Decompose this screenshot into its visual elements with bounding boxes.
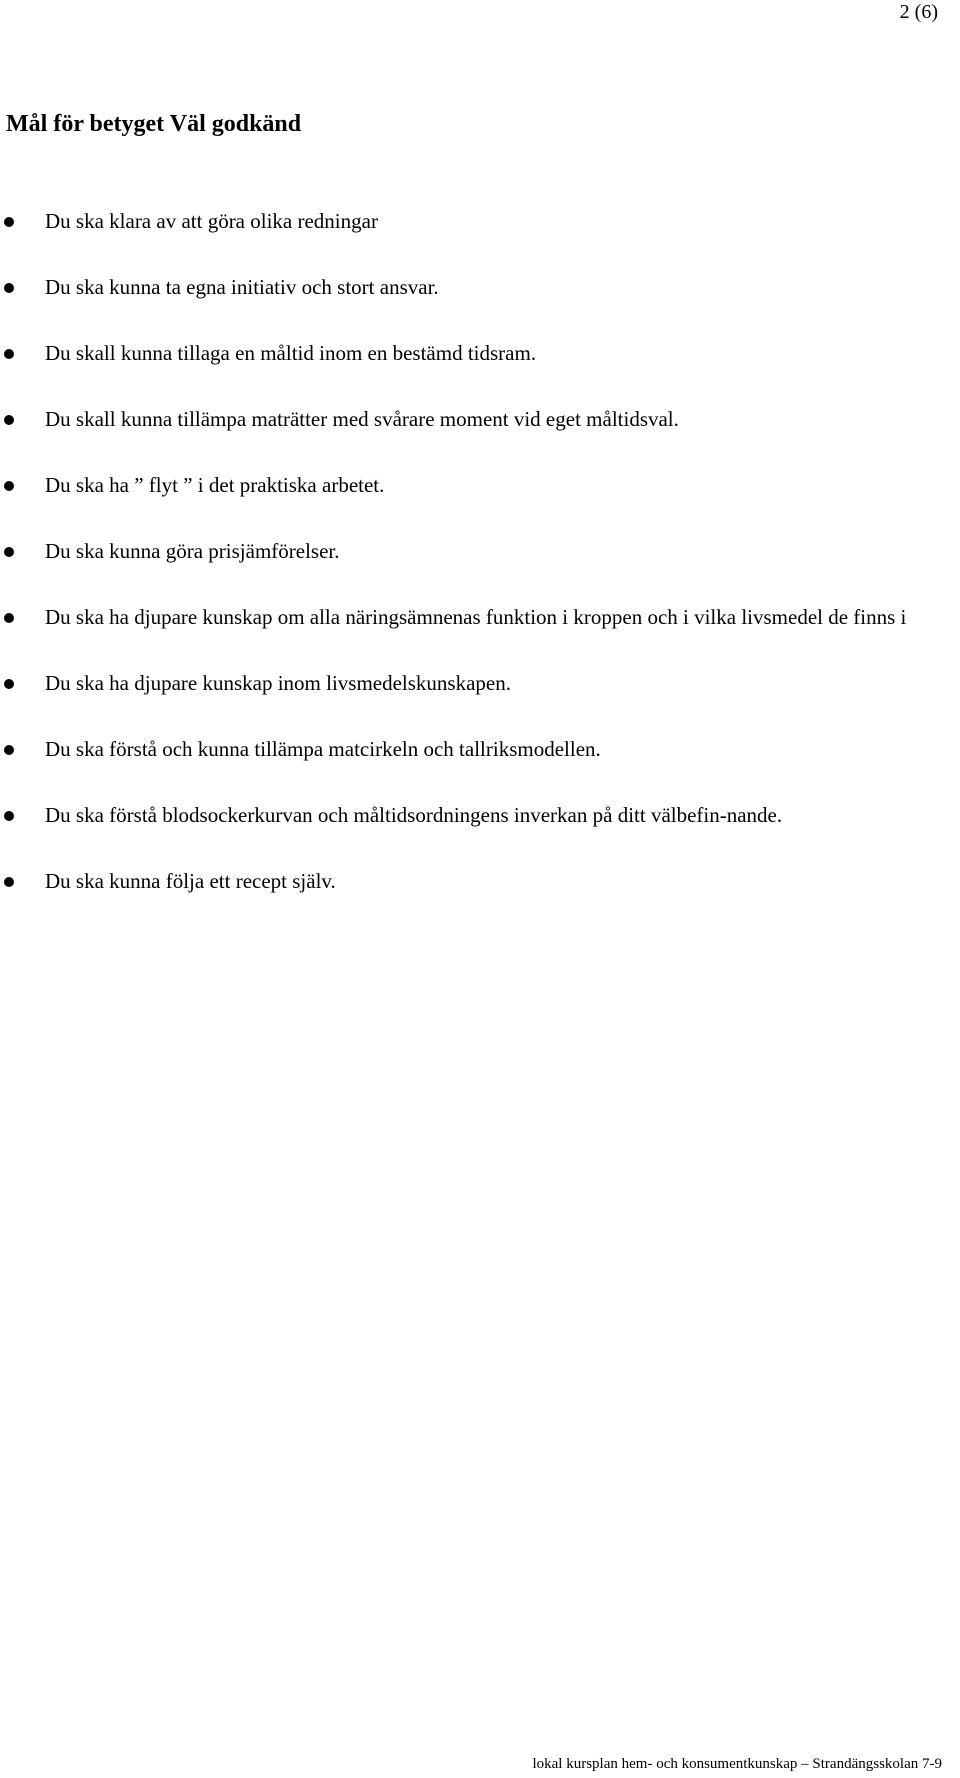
bullet-icon <box>4 745 14 755</box>
list-item <box>0 403 960 436</box>
page-number: 2 (6) <box>899 1 938 23</box>
bullet-icon <box>4 877 14 887</box>
goal-text: Du ska kunna göra prisjämförelser. <box>45 539 340 563</box>
list-item <box>0 337 960 370</box>
section-heading: Mål för betyget Väl godkänd <box>6 111 302 137</box>
list-item <box>0 205 960 238</box>
bullet-icon <box>4 283 14 293</box>
goal-text: Du skall kunna tillämpa maträtter med svårare moment vid eget måltidsval. <box>45 407 679 431</box>
bullet-icon <box>4 349 14 359</box>
bullet-icon <box>4 217 14 227</box>
bullet-icon <box>4 811 14 821</box>
goal-text: Du ska ha djupare kunskap om alla näringsämnenas funktion i kroppen och i vilka livsmedel de finns i <box>45 605 907 629</box>
list-item <box>0 733 960 766</box>
list-item <box>0 601 960 634</box>
goal-text: Du ska kunna ta egna initiativ och stort ansvar. <box>45 275 439 299</box>
goal-text: Du ska kunna följa ett recept själv. <box>45 869 336 893</box>
list-item <box>0 667 960 700</box>
list-item <box>0 799 960 832</box>
page-footer: lokal kursplan hem- och konsumentkunskap – Strandängsskolan 7-9 <box>532 1756 942 1772</box>
bullet-icon <box>4 613 14 623</box>
list-item <box>0 271 960 304</box>
goal-text: Du ska klara av att göra olika redningar <box>45 209 378 233</box>
list-item <box>0 865 960 898</box>
goal-text: Du ska ha ” flyt ” i det praktiska arbetet. <box>45 473 385 497</box>
goal-text: Du ska ha djupare kunskap inom livsmedelskunskapen. <box>45 671 511 695</box>
goal-text: Du skall kunna tillaga en måltid inom en bestämd tidsram. <box>45 341 537 365</box>
list-item <box>0 535 960 568</box>
bullet-icon <box>4 679 14 689</box>
goal-text: Du ska förstå och kunna tillämpa matcirkeln och tallriksmodellen. <box>45 737 601 761</box>
bullet-icon <box>4 415 14 425</box>
list-item <box>0 469 960 502</box>
bullet-icon <box>4 547 14 557</box>
bullet-icon <box>4 481 14 491</box>
goals-list <box>0 205 960 931</box>
goal-text: Du ska förstå blodsockerkurvan och måltidsordningens inverkan på ditt välbefin-nande. <box>45 803 783 827</box>
